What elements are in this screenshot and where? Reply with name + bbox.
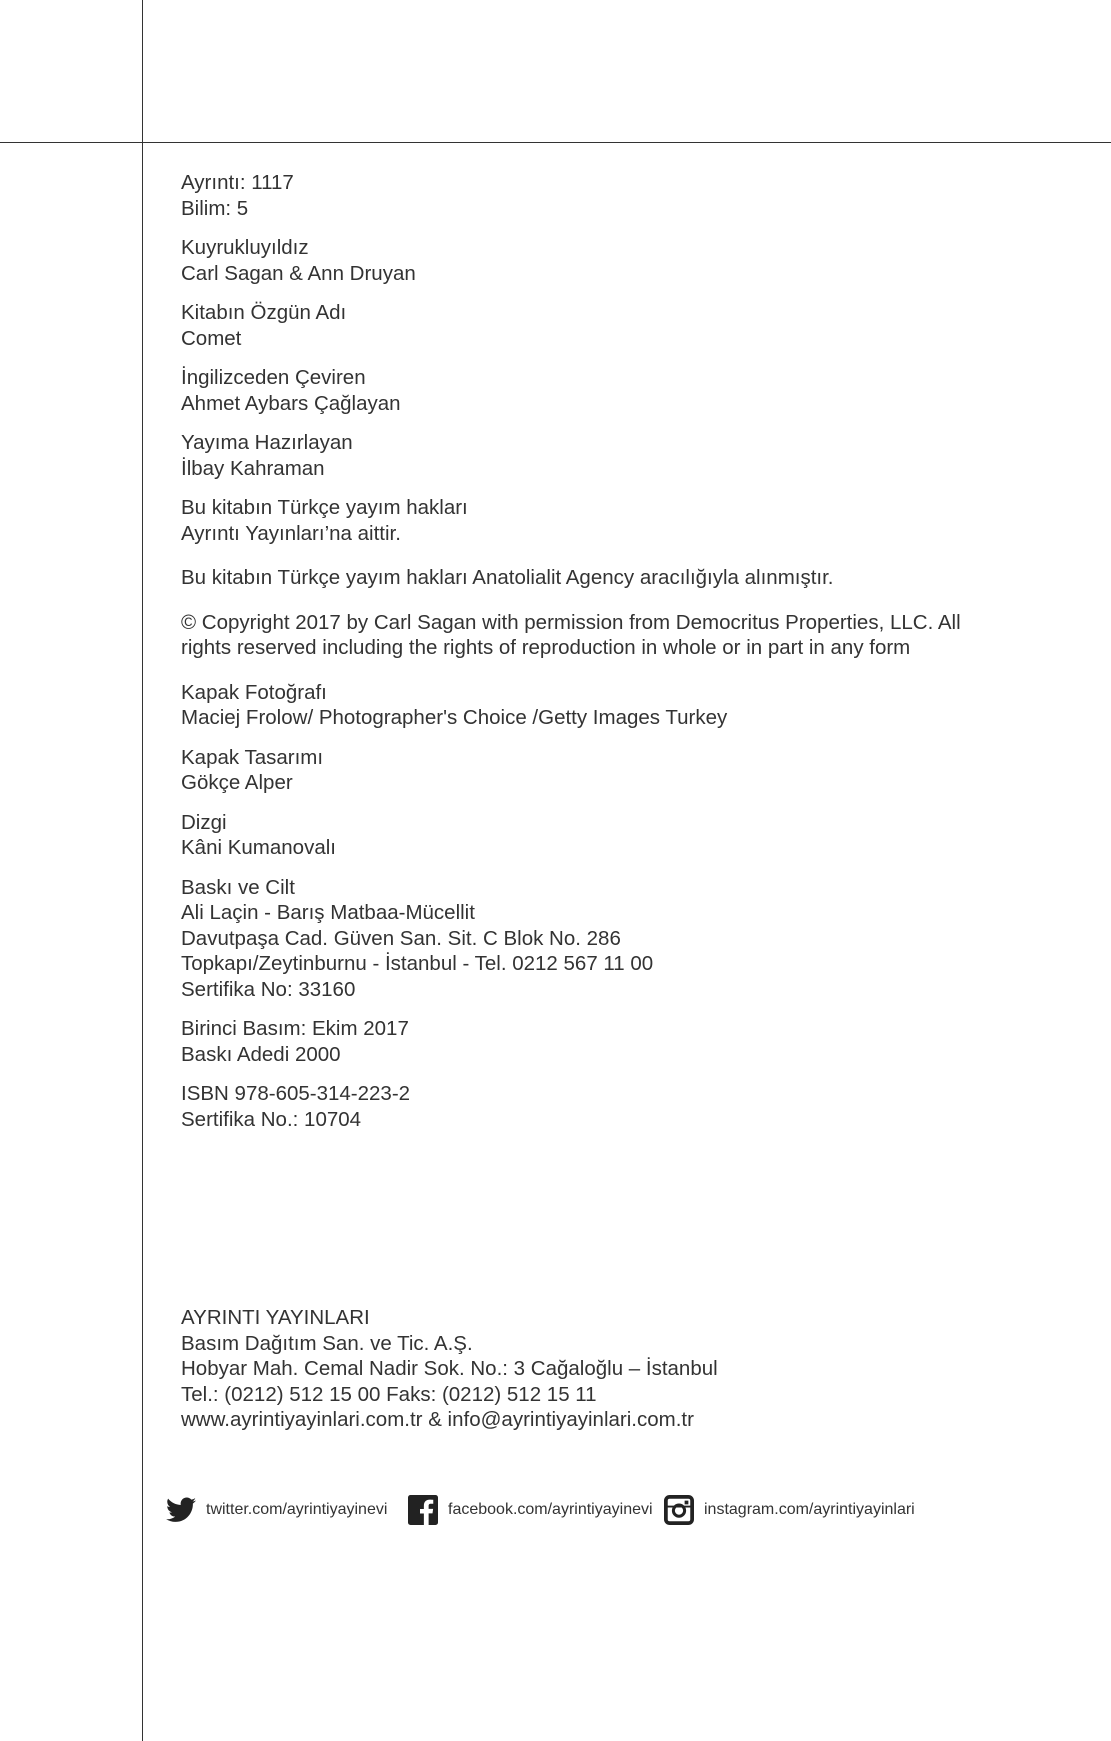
facebook-link-label: facebook.com/ayrintiyayinevi [448,1501,653,1518]
publisher-info [181,1305,961,1433]
cover-design [181,745,961,796]
printing-line: Ali Laçin - Barış Matbaa-Mücellit [181,901,475,924]
agency-note [181,565,961,591]
edition-line: Baskı Adedi 2000 [181,1042,341,1066]
typesetting [181,810,961,861]
series-info [181,170,961,221]
rights-tr [181,495,961,546]
instagram-link[interactable] [664,1492,915,1528]
crop-mark-horizontal [0,142,1111,143]
imprint-page [181,170,961,1151]
publisher-phone: Tel.: (0212) 512 15 00 Faks: (0212) 512 15 11 [181,1382,597,1406]
translator-name: Ahmet Aybars Çağlayan [181,391,401,415]
twitter-link-label: twitter.com/ayrintiyayinevi [206,1501,388,1518]
translator [181,365,961,416]
book-title: Kuyrukluyıldız [181,236,309,259]
isbn-line: ISBN 978-605-314-223-2 [181,1082,411,1105]
instagram-link-label: instagram.com/ayrintiyayinlari [704,1501,915,1518]
series-line: Ayrıntı: 1117 [181,171,294,194]
social-links [166,1492,1066,1528]
edition-info [181,1016,961,1067]
agency-line: Bu kitabın Türkçe yayım hakları Anatolialit Agency aracılığıyla alınmıştır. [181,566,834,589]
typesetting-name: Kâni Kumanovalı [181,836,336,859]
printing-info [181,875,961,1003]
crop-mark-vertical [142,0,143,1741]
printing-line: Topkapı/Zeytinburnu - İstanbul - Tel. 0212 567 11 00 [181,952,654,975]
copyright-text: © Copyright 2017 by Carl Sagan with permission from Democritus Properties, LLC. All rights reserved including the rights of reproduction in whole or in part in any form [181,610,961,659]
translator-label: İngilizceden Çeviren [181,366,366,389]
cover-photo-credit: Maciej Frolow/ Photographer's Choice /Getty Images Turkey [181,706,728,729]
publisher-name: AYRINTI YAYINLARI [181,1306,370,1329]
printing-line: Sertifika No: 33160 [181,977,356,1001]
title-author [181,235,961,286]
cover-design-name: Gökçe Alper [181,771,293,794]
editor-label: Yayıma Hazırlayan [181,431,353,454]
edition-line: Birinci Basım: Ekim 2017 [181,1017,409,1040]
editor-name: İlbay Kahraman [181,456,325,480]
series-line: Bilim: 5 [181,196,249,220]
facebook-link[interactable] [408,1492,653,1528]
editor [181,430,961,481]
printing-line: Davutpaşa Cad. Güven San. Sit. C Blok No. 286 [181,926,621,950]
book-authors: Carl Sagan & Ann Druyan [181,261,416,285]
instagram-icon [664,1495,694,1525]
facebook-icon [408,1495,438,1525]
cover-photo [181,680,961,731]
cover-design-label: Kapak Tasarımı [181,745,324,769]
cover-photo-label: Kapak Fotoğrafı [181,680,327,704]
rights-line: Bu kitabın Türkçe yayım hakları [181,496,468,519]
publisher-line: Basım Dağıtım San. ve Tic. A.Ş. [181,1331,473,1355]
copyright-notice [181,610,961,661]
publisher-web[interactable]: www.ayrintiyayinlari.com.tr & info@ayrintiyayinlari.com.tr [181,1408,694,1431]
isbn-info [181,1081,961,1132]
original-title-value: Comet [181,326,242,350]
original-title-label: Kitabın Özgün Adı [181,301,347,324]
twitter-link[interactable] [166,1492,387,1528]
original-title [181,300,961,351]
publisher-address: Hobyar Mah. Cemal Nadir Sok. No.: 3 Cağaloğlu – İstanbul [181,1357,718,1380]
isbn-line: Sertifika No.: 10704 [181,1107,362,1131]
printing-label: Baskı ve Cilt [181,875,295,899]
rights-line: Ayrıntı Yayınları’na aittir. [181,521,401,545]
twitter-icon [166,1497,196,1523]
typesetting-label: Dizgi [181,810,227,834]
